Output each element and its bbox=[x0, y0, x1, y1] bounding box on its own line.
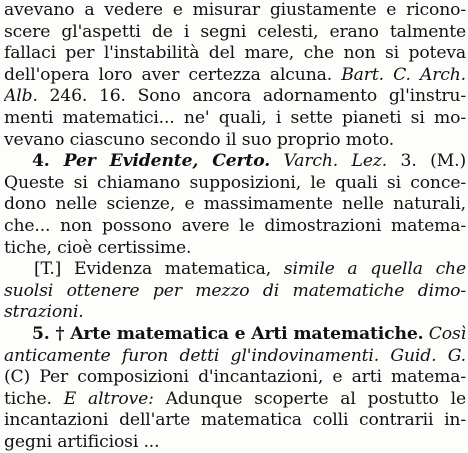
text-span: Evidenza matematica, bbox=[61, 259, 284, 280]
text-span: dono nelle scienze, e massimamente nelle naturali, bbox=[4, 194, 466, 215]
text-span: incantazioni dell'arte matematica colli contrarii in- bbox=[4, 410, 466, 431]
text-line-11 bbox=[4, 216, 466, 238]
sense-number: 5. † bbox=[32, 323, 71, 344]
italic-text: Così bbox=[423, 323, 466, 344]
text-line-17 bbox=[4, 346, 466, 368]
sense-heading: Per Evidente, Certo. bbox=[63, 151, 271, 172]
text-span: Queste si chiamano supposizioni, le quali si conce- bbox=[4, 172, 466, 193]
t-marker: [T.] bbox=[34, 259, 62, 280]
text-line-14 bbox=[4, 281, 466, 303]
sense-number: 4. bbox=[32, 151, 64, 172]
text-line-3 bbox=[4, 43, 466, 65]
italic-text: strazioni. bbox=[4, 302, 84, 323]
text-span: vevano ciascuno secondo il suo proprio moto. bbox=[4, 129, 395, 150]
sense-5-heading bbox=[4, 324, 466, 346]
text-line-2 bbox=[4, 22, 466, 44]
text-span: gegni artificiosi ... bbox=[4, 431, 160, 452]
sense-heading: Arte matematica e Arti matematiche. bbox=[70, 323, 424, 344]
text-span: avevano a vedere e misurar giustamente e ricono- bbox=[4, 0, 466, 20]
text-span: scere gl'aspetti de i segni celesti, erano talmente bbox=[4, 21, 466, 42]
text-line-4 bbox=[4, 65, 466, 87]
text-span: che... non possono avere le dimostrazioni matema- bbox=[4, 215, 466, 236]
citation-text: Varch. Lez. bbox=[270, 151, 388, 172]
sense-4-heading bbox=[4, 151, 466, 173]
text-line-1 bbox=[4, 0, 466, 22]
text-line-21 bbox=[4, 432, 466, 453]
text-span: tiche. bbox=[4, 388, 64, 409]
text-line-7 bbox=[4, 130, 466, 152]
text-line-9 bbox=[4, 173, 466, 195]
italic-text: anticamente furon detti gl'indovinamenti. Guid. G. bbox=[4, 345, 466, 366]
text-span: 246. 16. Sono ancora adornamento gl'instru- bbox=[37, 86, 466, 107]
text-line-10 bbox=[4, 194, 466, 216]
text-line-5 bbox=[4, 86, 466, 108]
text-span: dell'opera loro aver certezza alcuna. bbox=[4, 64, 342, 85]
text-line-19 bbox=[4, 389, 466, 411]
text-line-12 bbox=[4, 238, 466, 260]
italic-text: suolsi ottenere per mezzo di matematiche dimo- bbox=[4, 280, 466, 301]
text-span: Adunque scoperte al postutto le bbox=[153, 388, 466, 409]
tommaseo-note bbox=[4, 259, 466, 281]
citation-text: Bart. C. Arch. bbox=[341, 64, 466, 85]
text-span: menti matematici... ne' quali, i sette pianeti si mo- bbox=[4, 107, 466, 128]
text-span: (C) Per composizioni d'incantazioni, e arti matema- bbox=[4, 367, 466, 388]
text-line-18 bbox=[4, 367, 466, 389]
text-line-6 bbox=[4, 108, 466, 130]
text-span: 3. (M.) bbox=[387, 151, 466, 172]
text-span: tiche, cioè certissime. bbox=[4, 237, 192, 258]
text-line-20 bbox=[4, 410, 466, 432]
citation-text: Alb. bbox=[4, 86, 38, 107]
text-line-15 bbox=[4, 302, 466, 324]
italic-text: E altrove: bbox=[63, 388, 154, 409]
text-span: fallaci per l'instabilità del mare, che non si poteva bbox=[4, 43, 466, 64]
italic-text: simile a quella che bbox=[283, 259, 466, 280]
